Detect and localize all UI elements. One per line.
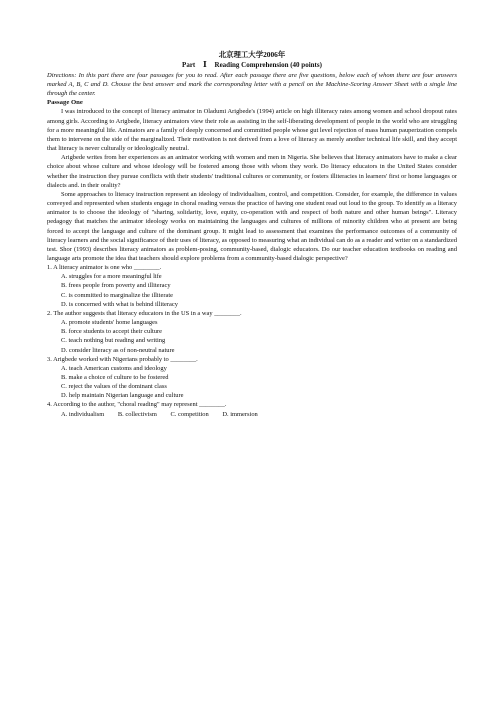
question-option: D. immersion — [222, 410, 258, 418]
question-4 — [47, 400, 457, 418]
question-stem: 3. Arigbede worked with Nigerians probably to ________. — [47, 355, 198, 363]
question-option: C. is committed to marginalize the illiterate — [61, 291, 173, 299]
part-numeral: Ⅰ — [203, 60, 207, 69]
question-option: B. frees people from poverty and illiteracy — [61, 282, 171, 290]
question-option: C. teach nothing but reading and writing — [61, 337, 166, 345]
question-option: A. struggles for a more meaningful life — [61, 273, 162, 281]
question-1 — [47, 263, 457, 309]
question-option: C. reject the values of the dominant class — [61, 383, 167, 391]
question-2 — [47, 309, 457, 355]
question-option: C. competition — [170, 410, 209, 418]
document-title: 北京理工大学2006年 — [218, 50, 286, 59]
passage-paragraph-2: Arigbede writes from her experiences as an animator working with women and men in Nigeria. She believes that literacy animators have to make a clear choice about whose culture and whose ideology will be fostered among those with whom they work. Do literacy educators in the United States consider whether the instruction they pursue conflicts with their students' traditional cultures or community, or fosters illiteracies in learners' first or home languages or dialects and. in their orality? — [47, 154, 457, 189]
question-options-row — [61, 410, 457, 419]
passage-paragraph-1: I was introduced to the concept of literacy animator in Oladumi Arigbede's (1994) article on high illiteracy rates among women and school dropout rates among girls. According to Arigbede, literacy animators view their role as assisting in the self-liberating development of people in the world who are struggling for a more meaningful life. Animators are a family of deeply concerned and committed people whose gut level rejection of mass human pauperization compels them to intervene on the side of the marginalized. Their motivation is not derived from a love of literacy as merely another technical life skill, and they accept that literacy is never culturally or ideologically neutral. — [47, 108, 457, 153]
question-option: A. promote students' home languages — [61, 319, 158, 327]
question-stem: 2. The author suggests that literacy educators in the US in a way ________. — [47, 309, 242, 317]
directions-text: Directions: In this part there are four passages for you to read. After each passage there are five questions, below each of whom there are four answers marked A, B, C and D. Chouse the best answer and mark the corresponding letter with a pencil on the Machine-Scoring Answer Sheet with a single line through the center. — [47, 72, 457, 98]
question-option: B. force students to accept their culture — [61, 328, 162, 336]
question-option: A. individualism — [61, 410, 105, 418]
question-option: A. teach American customs and ideology — [61, 364, 167, 372]
question-option: D. is concerned with what is behind illiteracy — [61, 300, 178, 308]
passage-title: Passage One — [47, 99, 83, 107]
question-stem: 1. A literacy animator is one who ________. — [47, 264, 162, 272]
question-option: D. help maintain Nigerian language and culture — [61, 392, 184, 400]
question-option: B. make a choice of culture to be fostered — [61, 374, 169, 382]
question-option: B. collectivism — [117, 410, 157, 418]
part-prefix: Part — [182, 61, 196, 69]
part-heading — [47, 60, 457, 70]
part-name: Reading Comprehension (40 points) — [214, 61, 322, 69]
document-page — [47, 50, 457, 419]
passage-paragraph-3: Some approaches to literacy instruction represent an ideology of individualism, control, and competition. Consider, for example, the difference in values conveyed and represented when students engage in choral reading versus the practice of having one student read out loud to the group. To identify as a literacy animator is to choose the ideology of "sharing, solidarity, love, equity, co-operation with and respect of both nature and other human beings". Literacy pedagogy that matches the animator ideology works on maintaining the languages and cultures of millions of minority children who at present are being forced to accept the language and culture of the dominant group. It might lead to assessment that examines the performance outcomes of a community of literacy learners and the social significance of their uses of literacy, as opposed to measuring what an individual can do as a reader and writer on a standardized test. Shor (1993) describes literacy animators as problem-posing, community-based, dialogic educators. Do our teacher education textbooks on reading and language arts promote the idea that teachers should explore problems from a community-based dialogic perspective? — [47, 190, 457, 262]
question-3 — [47, 355, 457, 401]
question-option: D. consider literacy as of non-neutral nature — [61, 346, 175, 354]
question-stem: 4. According to the author, "choral reading" may represent ________. — [47, 401, 227, 409]
